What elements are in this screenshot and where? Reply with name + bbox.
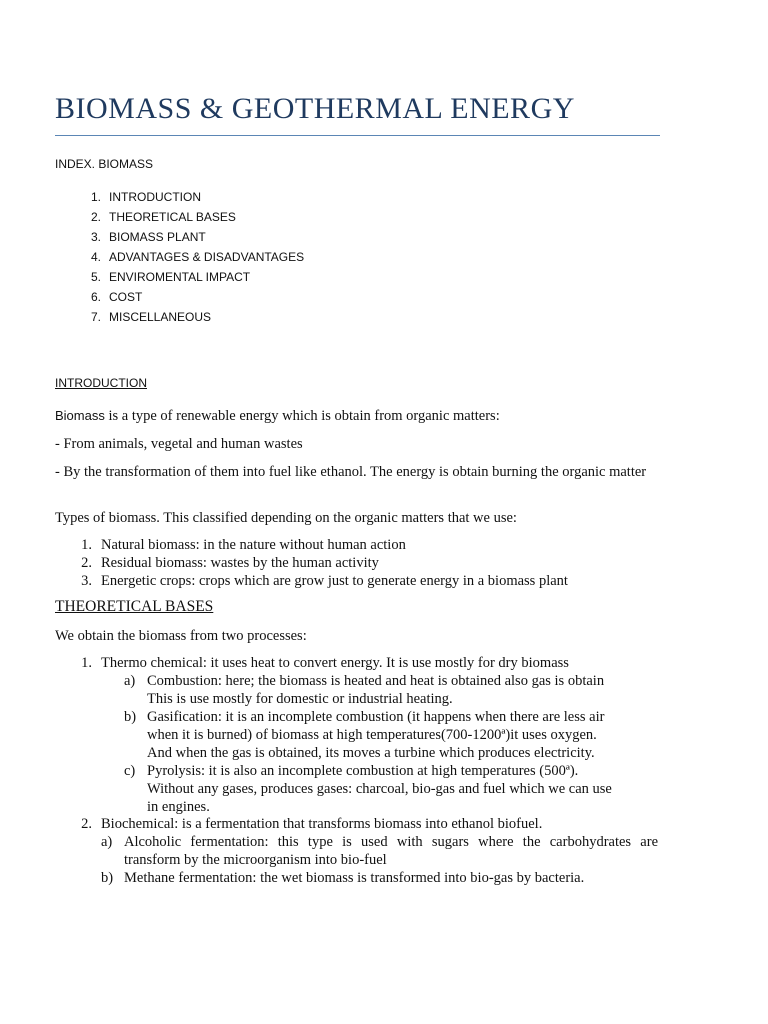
biomass-types-list xyxy=(55,536,568,590)
theoretical-bases-heading: THEORETICAL BASES xyxy=(55,598,214,615)
index-item: 7. MISCELLANEOUS xyxy=(90,310,212,324)
sub-item-methane-fermentation: b) Methane fermentation: the wet biomass is transformed into bio-gas by bacteria. xyxy=(101,870,585,886)
list-item: 2. Residual biomass: wastes by the human activity xyxy=(81,555,379,571)
index-item: 5. ENVIROMENTAL IMPACT xyxy=(90,270,251,284)
process-biochemical: 2. Biochemical: is a fermentation that transforms biomass into ethanol biofuel. xyxy=(81,816,543,832)
index-item: 1. INTRODUCTION xyxy=(90,190,201,204)
sub-item-combustion: a) Combustion: here; the biomass is heated and heat is obtained also gas is obtain This is use mostly for domestic or industrial heating. xyxy=(124,673,605,707)
biomass-definition-text: is a type of renewable energy which is obtain from organic matters: xyxy=(104,408,500,424)
list-item: 1. Natural biomass: in the nature without human action xyxy=(81,537,406,553)
intro-bullet-2: - By the transformation of them into fuel like ethanol. The energy is obtain burning the organic matter xyxy=(55,464,647,480)
sub-item-pyrolysis: c) Pyrolysis: it is also an incomplete combustion at high temperatures (500ª). Without any gases, produces gases: charcoal, bio-gas and fuel which we can use in engines. xyxy=(124,763,612,815)
index-list xyxy=(55,189,304,329)
introduction-heading: INTRODUCTION xyxy=(55,376,147,390)
index-item: 4. ADVANTAGES & DISADVANTAGES xyxy=(90,250,305,264)
biomass-definition xyxy=(55,407,675,425)
index-item: 2. THEORETICAL BASES xyxy=(90,210,236,224)
list-item: 3. Energetic crops: crops which are grow just to generate energy in a biomass plant xyxy=(81,573,568,589)
sub-item-gasification: b) Gasification: it is an incomplete combustion (it happens when there are less air when it is burned) of biomass at high temperatures(700-1200ª)it uses oxygen. And when the gas is obtained, its moves a turbine which produces electricity. xyxy=(124,709,605,761)
theoretical-intro: We obtain the biomass from two processes: xyxy=(55,628,307,644)
sub-item-alcoholic-fermentation: a) Alcoholic fermentation: this type is used with sugars where the carbohydrates are transform by the microorganism into bio-fuel xyxy=(101,834,658,868)
types-intro: Types of biomass. This classified depending on the organic matters that we use: xyxy=(55,510,517,526)
process-thermo-chemical: 1. Thermo chemical: it uses heat to convert energy. It is use mostly for dry biomass xyxy=(81,655,569,671)
biomass-term: Biomass xyxy=(55,408,105,423)
index-item: 6. COST xyxy=(90,290,143,304)
page-title: BIOMASS & GEOTHERMAL ENERGY xyxy=(55,92,575,125)
title-underline-rule xyxy=(55,135,660,136)
index-heading: INDEX. BIOMASS xyxy=(55,157,154,171)
index-item: 3. BIOMASS PLANT xyxy=(90,230,206,244)
intro-bullet-1: - From animals, vegetal and human wastes xyxy=(55,436,303,452)
